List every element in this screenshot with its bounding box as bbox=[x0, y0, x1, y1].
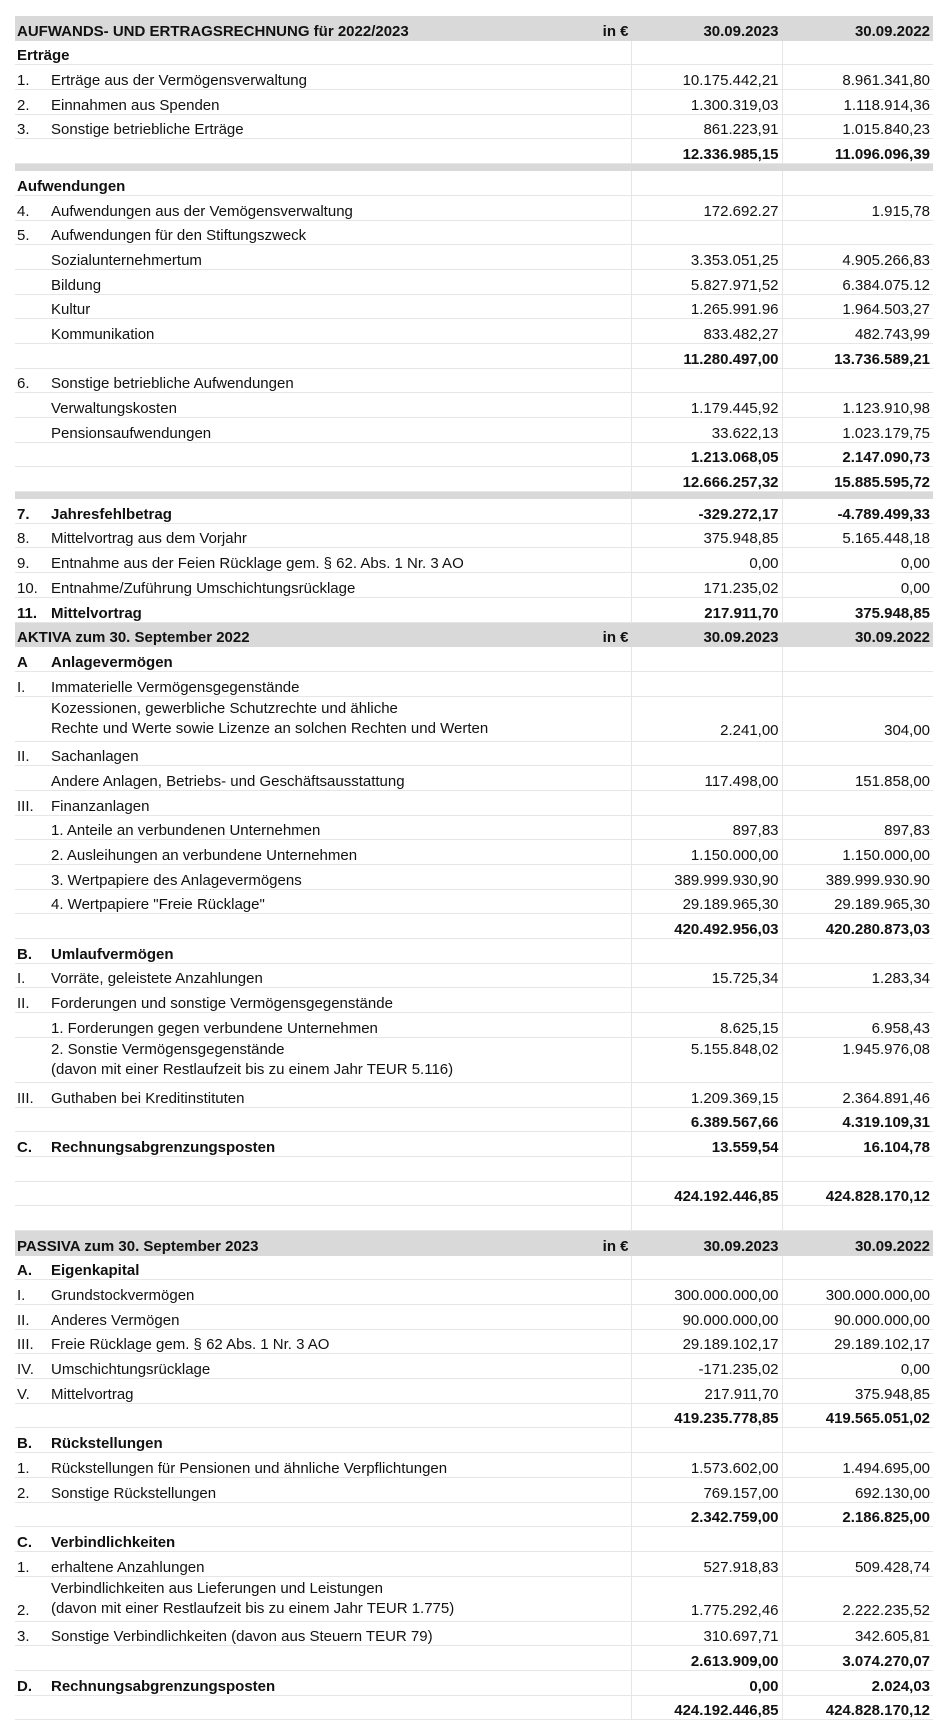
total-2023: 424.192.446,85 bbox=[631, 1181, 782, 1206]
section-heading-row bbox=[15, 647, 933, 672]
value-2022: 29.189.965,30 bbox=[782, 889, 933, 914]
value-2022: 1.915,78 bbox=[782, 195, 933, 220]
value-2023: 8.625,15 bbox=[631, 1013, 782, 1038]
row-number: 10. bbox=[15, 573, 49, 598]
section-heading-row bbox=[15, 40, 933, 65]
table-row bbox=[15, 220, 933, 245]
value-2022: 300.000.000,00 bbox=[782, 1280, 933, 1305]
value-2022: 1.118.914,36 bbox=[782, 90, 933, 115]
subtotal-row bbox=[15, 442, 933, 467]
row-label: Forderungen und sonstige Vermögensgegenstände bbox=[49, 988, 631, 1013]
value-2023: 375.948,85 bbox=[631, 523, 782, 548]
total-2022: 15.885.595,72 bbox=[782, 467, 933, 492]
row-label: Kommunikation bbox=[49, 319, 631, 344]
value-2023: 1.265.991.96 bbox=[631, 294, 782, 319]
table-row bbox=[15, 319, 933, 344]
table-row bbox=[15, 815, 933, 840]
table-row bbox=[15, 90, 933, 115]
row-label: Guthaben bei Kreditinstituten bbox=[49, 1082, 631, 1107]
subtotal-2023: 2.342.759,00 bbox=[631, 1502, 782, 1527]
row-number: 2. bbox=[15, 90, 49, 115]
empty-row bbox=[15, 1156, 933, 1181]
row-number: 1. bbox=[15, 1453, 49, 1478]
subtotal-2023: 11.280.497,00 bbox=[631, 343, 782, 368]
value-2022: 6.958,43 bbox=[782, 1013, 933, 1038]
row-label: Umlaufvermögen bbox=[49, 939, 631, 964]
table-row bbox=[15, 1013, 933, 1038]
value-2022: 342.605,81 bbox=[782, 1621, 933, 1646]
row-number: 9. bbox=[15, 548, 49, 573]
table-row bbox=[15, 696, 933, 741]
value-2022: 304,00 bbox=[782, 696, 933, 741]
row-number: D. bbox=[15, 1670, 49, 1695]
section-heading-row bbox=[15, 171, 933, 195]
subtotal-row bbox=[15, 1502, 933, 1527]
row-label: Freie Rücklage gem. § 62 Abs. 1 Nr. 3 AO bbox=[49, 1329, 631, 1354]
total-row bbox=[15, 1695, 933, 1720]
row-number: 5. bbox=[15, 220, 49, 245]
value-2022: 29.189.102,17 bbox=[782, 1329, 933, 1354]
value-2022: 0,00 bbox=[782, 573, 933, 598]
row-label: Mittelvortrag bbox=[49, 1379, 631, 1404]
row-label-line: 2. Sonstie Vermögensgegenstände bbox=[51, 1040, 285, 1058]
value-2022: 2.024,03 bbox=[782, 1670, 933, 1695]
table-row bbox=[15, 1037, 933, 1082]
subtotal-2022: 3.074.270,07 bbox=[782, 1646, 933, 1671]
subtotal-2023: 419.235.778,85 bbox=[631, 1403, 782, 1428]
row-label: Sachanlagen bbox=[49, 741, 631, 766]
value-2022: 5.165.448,18 bbox=[782, 523, 933, 548]
row-label: Einnahmen aus Spenden bbox=[49, 90, 631, 115]
column-header-2023: 30.09.2023 bbox=[631, 622, 782, 647]
subtotal-2022: 419.565.051,02 bbox=[782, 1403, 933, 1428]
total-2022: 424.828.170,12 bbox=[782, 1181, 933, 1206]
row-number: 11. bbox=[15, 597, 49, 622]
currency-unit: in € bbox=[598, 622, 631, 647]
row-label: 3. Wertpapiere des Anlagevermögens bbox=[49, 865, 631, 890]
value-2022: 482.743,99 bbox=[782, 319, 933, 344]
row-label: Pensionsaufwendungen bbox=[49, 418, 631, 443]
row-label: Entnahme/Zuführung Umschichtungsrücklage bbox=[49, 573, 631, 598]
row-label: Jahresfehlbetrag bbox=[49, 499, 631, 523]
value-2023: 90.000.000,00 bbox=[631, 1305, 782, 1330]
row-number: 6. bbox=[15, 368, 49, 393]
value-2022: 4.905.266,83 bbox=[782, 245, 933, 270]
aktiva-header bbox=[15, 622, 933, 647]
value-2022: 389.999.930.90 bbox=[782, 865, 933, 890]
row-number: C. bbox=[15, 1132, 49, 1157]
financial-statement-sheet bbox=[15, 16, 933, 1720]
table-row bbox=[15, 889, 933, 914]
table-row bbox=[15, 1305, 933, 1330]
row-label: Sonstige betriebliche Erträge bbox=[49, 114, 631, 139]
row-number: A. bbox=[15, 1255, 49, 1280]
table-row bbox=[15, 1354, 933, 1379]
value-2022: 375.948,85 bbox=[782, 1379, 933, 1404]
passiva-header bbox=[15, 1230, 933, 1255]
divider bbox=[15, 164, 933, 172]
row-label: Entnahme aus der Feien Rücklage gem. § 62. Abs. 1 Nr. 3 AO bbox=[49, 548, 631, 573]
row-label: Grundstockvermögen bbox=[49, 1280, 631, 1305]
row-number: II. bbox=[15, 1305, 49, 1330]
row-number: 4. bbox=[15, 195, 49, 220]
row-number: IV. bbox=[15, 1354, 49, 1379]
row-label-line: Rechte und Werte sowie Lizenze an solchen Rechten und Werten bbox=[51, 719, 489, 737]
row-label: erhaltene Anzahlungen bbox=[49, 1551, 631, 1576]
row-label-line: Kozessionen, gewerbliche Schutzrechte und ähliche bbox=[51, 699, 398, 717]
value-2022: 90.000.000,00 bbox=[782, 1305, 933, 1330]
value-2022: 0,00 bbox=[782, 1354, 933, 1379]
result-row bbox=[15, 499, 933, 523]
row-number: 1. bbox=[15, 1551, 49, 1576]
row-label: 1. Anteile an verbundenen Unternehmen bbox=[49, 815, 631, 840]
value-2023: -171.235,02 bbox=[631, 1354, 782, 1379]
table-row bbox=[15, 114, 933, 139]
value-2023: 1.775.292,46 bbox=[631, 1576, 782, 1621]
row-number: II. bbox=[15, 988, 49, 1013]
row-number: 3. bbox=[15, 114, 49, 139]
value-2023: 1.179.445,92 bbox=[631, 393, 782, 418]
row-label: Vorräte, geleistete Anzahlungen bbox=[49, 963, 631, 988]
table-row bbox=[15, 523, 933, 548]
value-2023: 33.622,13 bbox=[631, 418, 782, 443]
row-label: Andere Anlagen, Betriebs- und Geschäftsausstattung bbox=[49, 766, 631, 791]
table-row bbox=[15, 368, 933, 393]
subtotal-2023: 420.492.956,03 bbox=[631, 914, 782, 939]
subtotal-2023: 1.213.068,05 bbox=[631, 442, 782, 467]
row-number: B. bbox=[15, 1428, 49, 1453]
value-2023: 10.175.442,21 bbox=[631, 65, 782, 90]
value-2023: 527.918,83 bbox=[631, 1551, 782, 1576]
value-2023: 29.189.965,30 bbox=[631, 889, 782, 914]
table-row bbox=[15, 1280, 933, 1305]
value-2023: 389.999.930,90 bbox=[631, 865, 782, 890]
row-label bbox=[49, 696, 631, 741]
column-header-2023: 30.09.2023 bbox=[631, 16, 782, 40]
subtotal-2022: 11.096.096,39 bbox=[782, 139, 933, 164]
table-row bbox=[15, 1670, 933, 1695]
column-header-2022: 30.09.2022 bbox=[782, 16, 933, 40]
value-2023: 13.559,54 bbox=[631, 1132, 782, 1157]
value-2022: 151.858,00 bbox=[782, 766, 933, 791]
row-label-line: (davon mit einer Restlaufzeit bis zu einem Jahr TEUR 1.775) bbox=[51, 1599, 455, 1617]
row-label: Bildung bbox=[49, 269, 631, 294]
row-number: I. bbox=[15, 963, 49, 988]
row-number: III. bbox=[15, 1082, 49, 1107]
value-2022: 1.945.976,08 bbox=[782, 1037, 933, 1082]
table-row bbox=[15, 573, 933, 598]
value-2023: 1.300.319,03 bbox=[631, 90, 782, 115]
row-label: Verbindlichkeiten bbox=[49, 1527, 631, 1552]
value-2023: 117.498,00 bbox=[631, 766, 782, 791]
row-number: II. bbox=[15, 741, 49, 766]
total-2023: 424.192.446,85 bbox=[631, 1695, 782, 1720]
value-2022: 509.428,74 bbox=[782, 1551, 933, 1576]
row-label: Sonstige Verbindlichkeiten (davon aus Steuern TEUR 79) bbox=[49, 1621, 631, 1646]
table-row bbox=[15, 988, 933, 1013]
row-label: Anderes Vermögen bbox=[49, 1305, 631, 1330]
row-label: Immaterielle Vermögensgegenstände bbox=[49, 671, 631, 696]
row-label: Sonstige Rückstellungen bbox=[49, 1477, 631, 1502]
empty-row bbox=[15, 1206, 933, 1231]
value-2023: 5.155.848,02 bbox=[631, 1037, 782, 1082]
total-2023: 12.666.257,32 bbox=[631, 467, 782, 492]
subtotal-2022: 420.280.873,03 bbox=[782, 914, 933, 939]
row-number: 7. bbox=[15, 499, 49, 523]
column-header-2022: 30.09.2022 bbox=[782, 1230, 933, 1255]
row-number: C. bbox=[15, 1527, 49, 1552]
value-2023: 172.692.27 bbox=[631, 195, 782, 220]
row-number: V. bbox=[15, 1379, 49, 1404]
row-label bbox=[49, 1037, 631, 1082]
column-header-2022: 30.09.2022 bbox=[782, 622, 933, 647]
table-row bbox=[15, 1329, 933, 1354]
row-label bbox=[49, 1576, 631, 1621]
total-row bbox=[15, 467, 933, 492]
row-label: Sonstige betriebliche Aufwendungen bbox=[49, 368, 631, 393]
value-2022: 1.123.910,98 bbox=[782, 393, 933, 418]
currency-unit: in € bbox=[598, 1230, 631, 1255]
value-2023: 833.482,27 bbox=[631, 319, 782, 344]
table-row bbox=[15, 766, 933, 791]
total-row bbox=[15, 1181, 933, 1206]
row-label-line: (davon mit einer Restlaufzeit bis zu einem Jahr TEUR 5.116) bbox=[51, 1060, 454, 1078]
subtotal-2022: 4.319.109,31 bbox=[782, 1107, 933, 1132]
table-row bbox=[15, 790, 933, 815]
aktiva-title: AKTIVA zum 30. September 2022 bbox=[15, 622, 598, 647]
value-2022: 1.015.840,23 bbox=[782, 114, 933, 139]
row-label: Erträge aus der Vermögensverwaltung bbox=[49, 65, 631, 90]
value-2022: 2.364.891,46 bbox=[782, 1082, 933, 1107]
value-2023: 5.827.971,52 bbox=[631, 269, 782, 294]
subtotal-row bbox=[15, 139, 933, 164]
value-2023: 171.235,02 bbox=[631, 573, 782, 598]
income-statement-header bbox=[15, 16, 933, 40]
subtotal-2022: 2.186.825,00 bbox=[782, 1502, 933, 1527]
row-number: 1. bbox=[15, 65, 49, 90]
row-label: 2. Ausleihungen an verbundene Unternehmen bbox=[49, 840, 631, 865]
row-label-line: Verbindlichkeiten aus Lieferungen und Leistungen bbox=[51, 1579, 383, 1597]
table-row bbox=[15, 418, 933, 443]
value-2022: 2.222.235,52 bbox=[782, 1576, 933, 1621]
row-label: Rechnungsabgrenzungsposten bbox=[49, 1670, 631, 1695]
table-row bbox=[15, 1082, 933, 1107]
row-number: III. bbox=[15, 790, 49, 815]
value-2022: 1.023.179,75 bbox=[782, 418, 933, 443]
section-heading-row bbox=[15, 1428, 933, 1453]
subtotal-2023: 6.389.567,66 bbox=[631, 1107, 782, 1132]
value-2022: 1.283,34 bbox=[782, 963, 933, 988]
value-2023: 217.911,70 bbox=[631, 1379, 782, 1404]
value-2022: 692.130,00 bbox=[782, 1477, 933, 1502]
table-row bbox=[15, 1621, 933, 1646]
table-row bbox=[15, 294, 933, 319]
subtotal-row bbox=[15, 1646, 933, 1671]
value-2023: 897,83 bbox=[631, 815, 782, 840]
table-row bbox=[15, 245, 933, 270]
row-label: Eigenkapital bbox=[49, 1255, 631, 1280]
income-statement-title: AUFWANDS- UND ERTRAGSRECHNUNG für 2022/2023 bbox=[15, 16, 598, 40]
value-2023: 0,00 bbox=[631, 548, 782, 573]
value-2023: 29.189.102,17 bbox=[631, 1329, 782, 1354]
table-row bbox=[15, 65, 933, 90]
table-row bbox=[15, 548, 933, 573]
passiva-title: PASSIVA zum 30. September 2023 bbox=[15, 1230, 598, 1255]
row-number: III. bbox=[15, 1329, 49, 1354]
subtotal-2022: 13.736.589,21 bbox=[782, 343, 933, 368]
table-row bbox=[15, 393, 933, 418]
row-number: I. bbox=[15, 1280, 49, 1305]
row-number: 2. bbox=[15, 1477, 49, 1502]
table-row bbox=[15, 671, 933, 696]
row-label: Mittelvortrag bbox=[49, 597, 631, 622]
section-heading-row bbox=[15, 939, 933, 964]
row-number: B. bbox=[15, 939, 49, 964]
ertraege-heading: Erträge bbox=[15, 40, 631, 65]
total-2022: 424.828.170,12 bbox=[782, 1695, 933, 1720]
value-2023: 300.000.000,00 bbox=[631, 1280, 782, 1305]
value-2023: 15.725,34 bbox=[631, 963, 782, 988]
row-label: Kultur bbox=[49, 294, 631, 319]
subtotal-2022: 2.147.090,73 bbox=[782, 442, 933, 467]
table-row bbox=[15, 269, 933, 294]
row-label: 4. Wertpapiere "Freie Rücklage" bbox=[49, 889, 631, 914]
divider bbox=[15, 492, 933, 500]
row-number: 8. bbox=[15, 523, 49, 548]
value-2023: 0,00 bbox=[631, 1670, 782, 1695]
subtotal-row bbox=[15, 914, 933, 939]
row-number: I. bbox=[15, 671, 49, 696]
row-label: Finanzanlagen bbox=[49, 790, 631, 815]
row-label: 1. Forderungen gegen verbundene Unternehmen bbox=[49, 1013, 631, 1038]
value-2022: 897,83 bbox=[782, 815, 933, 840]
row-label: Rückstellungen bbox=[49, 1428, 631, 1453]
subtotal-row bbox=[15, 1403, 933, 1428]
value-2022: 1.494.695,00 bbox=[782, 1453, 933, 1478]
table-row bbox=[15, 1551, 933, 1576]
table-row bbox=[15, 1453, 933, 1478]
value-2023: 1.573.602,00 bbox=[631, 1453, 782, 1478]
value-2023: 3.353.051,25 bbox=[631, 245, 782, 270]
value-2023: 310.697,71 bbox=[631, 1621, 782, 1646]
value-2023: 861.223,91 bbox=[631, 114, 782, 139]
value-2023: 1.209.369,15 bbox=[631, 1082, 782, 1107]
table-row bbox=[15, 963, 933, 988]
column-header-2023: 30.09.2023 bbox=[631, 1230, 782, 1255]
row-label: Rückstellungen für Pensionen und ähnliche Verpflichtungen bbox=[49, 1453, 631, 1478]
subtotal-row bbox=[15, 1107, 933, 1132]
value-2023: -329.272,17 bbox=[631, 499, 782, 523]
value-2022: -4.789.499,33 bbox=[782, 499, 933, 523]
result-row bbox=[15, 597, 933, 622]
row-label: Anlagevermögen bbox=[49, 647, 631, 672]
section-heading-row bbox=[15, 1527, 933, 1552]
table-row bbox=[15, 1477, 933, 1502]
value-2022: 375.948,85 bbox=[782, 597, 933, 622]
value-2023: 1.150.000,00 bbox=[631, 840, 782, 865]
value-2023: 2.241,00 bbox=[631, 696, 782, 741]
table-row bbox=[15, 741, 933, 766]
value-2023: 217.911,70 bbox=[631, 597, 782, 622]
row-label: Verwaltungskosten bbox=[49, 393, 631, 418]
row-number: 3. bbox=[15, 1621, 49, 1646]
table-row bbox=[15, 195, 933, 220]
aufwendungen-heading: Aufwendungen bbox=[15, 171, 631, 195]
value-2022: 1.150.000,00 bbox=[782, 840, 933, 865]
row-label: Mittelvortrag aus dem Vorjahr bbox=[49, 523, 631, 548]
value-2022: 1.964.503,27 bbox=[782, 294, 933, 319]
value-2023: 769.157,00 bbox=[631, 1477, 782, 1502]
value-2022: 0,00 bbox=[782, 548, 933, 573]
row-label: Rechnungsabgrenzungsposten bbox=[49, 1132, 631, 1157]
statement-table bbox=[15, 16, 933, 1720]
currency-unit: in € bbox=[598, 16, 631, 40]
value-2022: 8.961.341,80 bbox=[782, 65, 933, 90]
value-2022: 6.384.075.12 bbox=[782, 269, 933, 294]
table-row bbox=[15, 1576, 933, 1621]
value-2022: 16.104,78 bbox=[782, 1132, 933, 1157]
table-row bbox=[15, 1379, 933, 1404]
row-label: Aufwendungen aus der Vemögensverwaltung bbox=[49, 195, 631, 220]
row-number: A bbox=[15, 647, 49, 672]
subtotal-2023: 2.613.909,00 bbox=[631, 1646, 782, 1671]
table-row bbox=[15, 840, 933, 865]
subtotal-row bbox=[15, 343, 933, 368]
subtotal-2023: 12.336.985,15 bbox=[631, 139, 782, 164]
section-heading-row bbox=[15, 1255, 933, 1280]
row-label: Umschichtungsrücklage bbox=[49, 1354, 631, 1379]
table-row bbox=[15, 865, 933, 890]
row-label: Sozialunternehmertum bbox=[49, 245, 631, 270]
table-row bbox=[15, 1132, 933, 1157]
row-label: Aufwendungen für den Stiftungszweck bbox=[49, 220, 631, 245]
row-number: 2. bbox=[15, 1576, 49, 1621]
